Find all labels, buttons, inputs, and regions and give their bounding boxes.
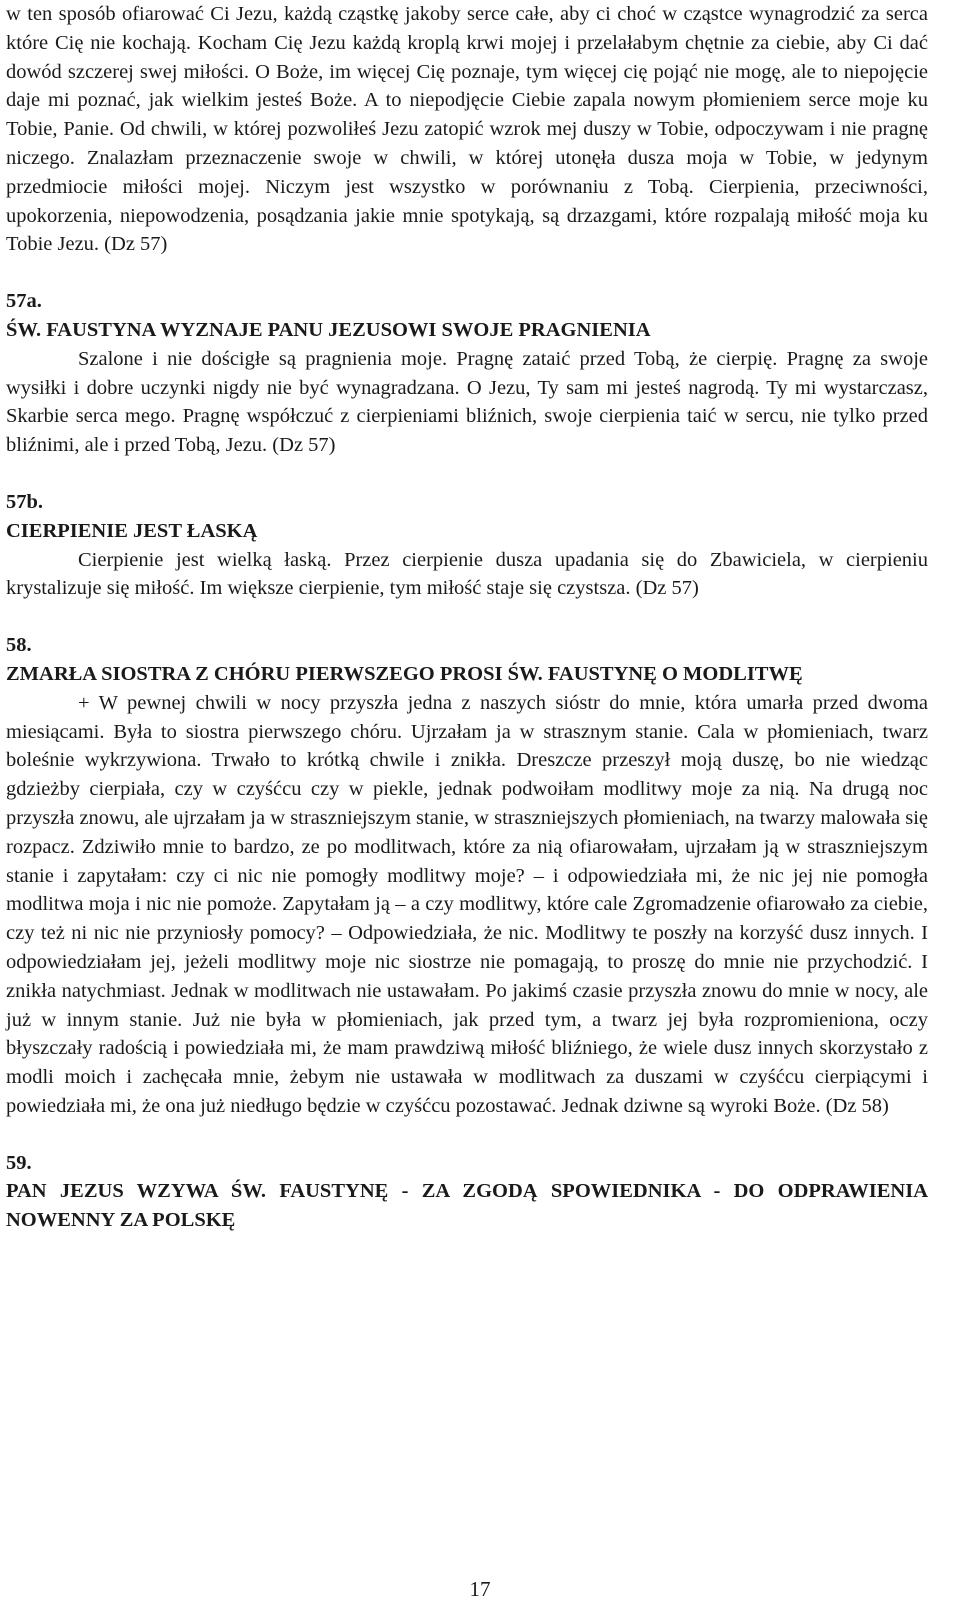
section-57a-title: ŚW. FAUSTYNA WYZNAJE PANU JEZUSOWI SWOJE PRAGNIENIA: [6, 318, 651, 341]
page-number: 17: [469, 1577, 491, 1601]
document-page: [6, 0, 928, 1235]
section-57a-number: 57a.: [6, 290, 42, 313]
spacer: [6, 1121, 928, 1149]
section-58-text: + W pewnej chwili w nocy przyszła jedna z naszych sióstr do mnie, która umarła przed dwoma miesiącami. Była to siostra pierwszego chóru. Ujrzałam ja w strasznym stanie. Cala w płomieniach, twarz boleśnie wykrzywiona. Trwało to krótką chwile i znikła. Dreszcze przeszył moją duszę, bo nie wiedząc gdzieżby cierpiała, czy w czyśćcu czy w piekle, jednak podwoiłam modlitwy moje za nią. Na drugą noc przyszła znowu, ale ujrzałam ja w straszniejszym stanie, w straszniejszych płomieniach, na twarzy malowała się rozpacz. Zdziwiło mnie to bardzo, ze po modlitwach, które za nią ofiarowałam, ujrzałam ją w straszniejszym stanie i zapytałam: czy ci nic nie pomogły modlitwy moje? – i odpowiedziała mi, że nic jej nie pomogła modlitwa moja i nic nie pomoże. Zapytałam ją – a czy modlitwy, które cale Zgromadzenie ofiarowało za ciebie, czy też ni nic nie przyniosły pomocy? – Odpowiedziała, że nic. Modlitwy te poszły na korzyść dusz innych. I odpowiedziałam jej, jeżeli modlitwy moje nic siostrze nie pomagają, to proszę do mnie nie przychodzić. I znikła natychmiast. Jednak w modlitwach nie ustawałam. Po jakimś czasie przyszła znowu do mnie w nocy, ale już w innym stanie. Już nie była w płomieniach, jak przed tym, a twarz jej była rozpromieniona, oczy błyszczały radością i powiedziała mi, że mam prawdziwą miłość bliźniego, że wiele dusz innych skorzystało z modli moich i zachęcała mnie, żebym nie ustawała w modlitwach za duszami w czyśćcu cierpiącymi i powiedziała mi, że ona już niedługo będzie w czyśćcu pozostawać. Jednak dziwne są wyroki Boże. (Dz 58): [6, 691, 928, 1117]
section-58-title: ZMARŁA SIOSTRA Z CHÓRU PIERWSZEGO PROSI ŚW. FAUSTYNĘ O MODLITWĘ: [6, 662, 803, 685]
section-58-number: 58.: [6, 634, 32, 657]
intro-paragraph: w ten sposób ofiarować Ci Jezu, każdą cząstkę jakoby serce całe, aby ci choć w cząstce wynagrodzić za serca które Cię nie kochają. Kocham Cię Jezu każdą kroplą krwi mojej i przelałabym chętnie za ciebie, aby Ci dać dowód szczerej swej miłości. O Boże, im więcej Cię poznaje, tym więcej cię pojąć nie mogę, ale to niepojęcie daje mi poznać, jak wielkim jesteś Boże. A to niepodjęcie Ciebie zapala nowym płomieniem serce moje ku Tobie, Panie. Od chwili, w której pozwoliłeś Jezu zatopić wzrok mej duszy w Tobie, odpoczywam i nie pragnę niczego. Znalazłam przeznaczenie swoje w chwili, w której utonęła dusza moja w Tobie, w jedynym przedmiocie miłości mojej. Niczym jest wszystko w porównaniu z Tobą. Cierpienia, przeciwności, upokorzenia, niepowodzenia, posądzania jakie mnie spotykają, są drzazgami, które rozpalają miłość moja ku Tobie Jezu. (Dz 57): [6, 3, 928, 256]
section-59-number: 59.: [6, 1151, 32, 1174]
spacer: [6, 259, 928, 287]
section-57b-number: 57b.: [6, 490, 44, 513]
section-57b-title: CIERPIENIE JEST ŁASKĄ: [6, 519, 258, 542]
section-57a-text: Szalone i nie dościgłe są pragnienia moje. Pragnę zataić przed Tobą, że cierpię. Pragnę za swoje wysiłki i dobre uczynki nigdy nie być wynagradzana. O Jezu, Ty sam mi jesteś nagrodą. Ty mi wystarczasz, Skarbie serca mego. Pragnę współczuć z cierpieniami bliźnich, swoje cierpienia taić w sercu, nie tylko przed bliźnimi, ale i przed Tobą, Jezu. (Dz 57): [6, 347, 928, 457]
section-57b-text: Cierpienie jest wielką łaską. Przez cierpienie dusza upadania się do Zbawiciela, w cierpieniu krystalizuje się miłość. Im większe cierpienie, tym miłość staje się czystsza. (Dz 57): [6, 548, 928, 600]
spacer: [6, 460, 928, 488]
section-59-title: PAN JEZUS WZYWA ŚW. FAUSTYNĘ - ZA ZGODĄ SPOWIEDNIKA - DO ODPRAWIENIA NOWENNY ZA POLSKĘ: [6, 1180, 928, 1232]
spacer: [6, 603, 928, 631]
